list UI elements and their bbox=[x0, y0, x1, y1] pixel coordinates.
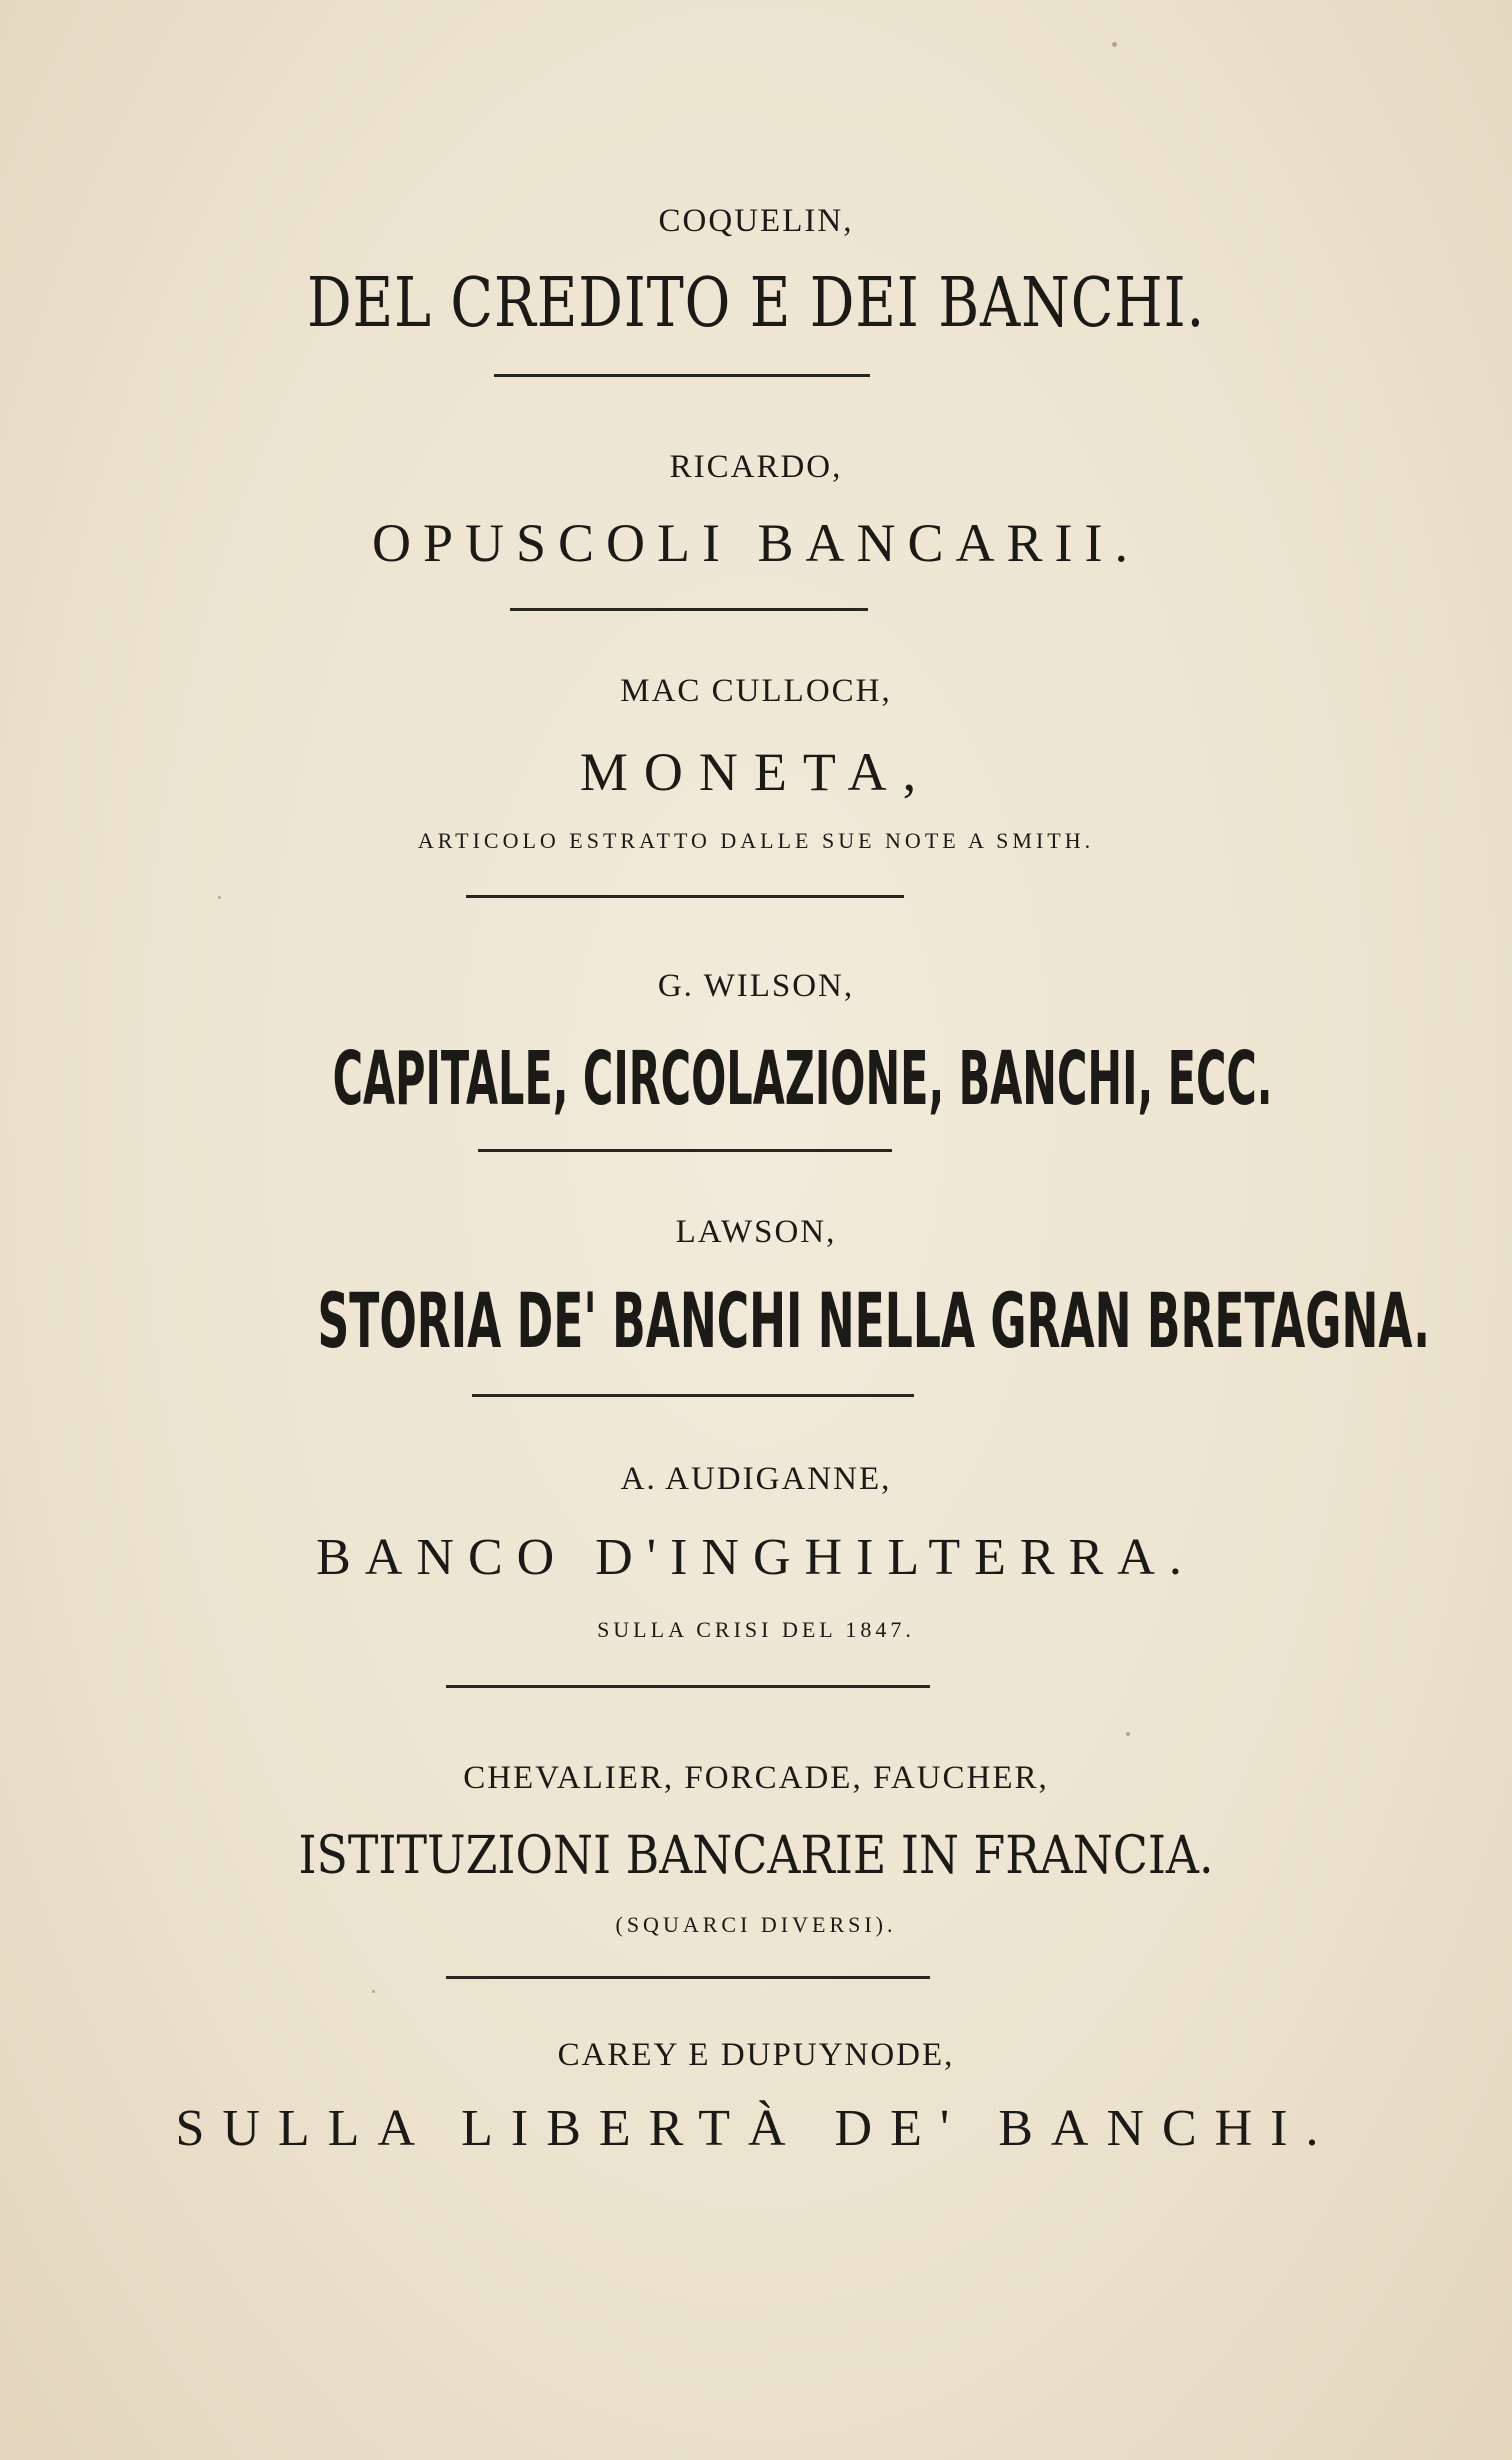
section-divider bbox=[510, 608, 868, 611]
section-divider bbox=[466, 895, 904, 898]
section-6-title: BANCO D'INGHILTERRA. bbox=[316, 1529, 1196, 1586]
section-2-author: RICARDO, bbox=[669, 449, 843, 485]
section-divider bbox=[478, 1149, 892, 1152]
section-4-title: CAPITALE, CIRCOLAZIONE, BANCHI, ECC. bbox=[332, 1036, 1273, 1122]
section-divider bbox=[446, 1685, 930, 1688]
section-2-title: OPUSCOLI BANCARII. bbox=[371, 513, 1141, 573]
section-divider bbox=[494, 374, 870, 377]
section-7-author: CHEVALIER, FORCADE, FAUCHER, bbox=[463, 1760, 1049, 1796]
section-3-title: MONETA, bbox=[579, 742, 933, 802]
section-1-title: DEL CREDITO E DEI BANCHI. bbox=[306, 264, 1206, 343]
section-3-author: MAC CULLOCH, bbox=[620, 673, 892, 709]
section-7-subtitle: (SQUARCI DIVERSI). bbox=[615, 1912, 897, 1937]
section-8-author: CAREY E DUPUYNODE, bbox=[557, 2037, 955, 2073]
section-divider bbox=[446, 1976, 930, 1979]
paper-speck bbox=[1126, 1732, 1130, 1736]
section-5-title: STORIA DE' BANCHI NELLA GRAN BRETAGNA. bbox=[317, 1276, 1431, 1365]
section-5-author: LAWSON, bbox=[675, 1214, 837, 1250]
section-divider bbox=[472, 1394, 914, 1397]
paper-speck bbox=[218, 896, 221, 899]
section-4-author: G. WILSON, bbox=[657, 968, 855, 1004]
section-6-subtitle: SULLA CRISI DEL 1847. bbox=[597, 1617, 915, 1642]
paper-speck bbox=[372, 1990, 375, 1993]
section-1-author: COQUELIN, bbox=[658, 203, 854, 239]
section-8-title: SULLA LIBERTÀ DE' BANCHI. bbox=[175, 2100, 1337, 2157]
section-3-subtitle: ARTICOLO ESTRATTO DALLE SUE NOTE A SMITH. bbox=[417, 828, 1095, 853]
section-6-author: A. AUDIGANNE, bbox=[620, 1461, 892, 1497]
paper-speck bbox=[1112, 42, 1117, 47]
section-7-title: ISTITUZIONI BANCARIE IN FRANCIA. bbox=[298, 1826, 1214, 1886]
